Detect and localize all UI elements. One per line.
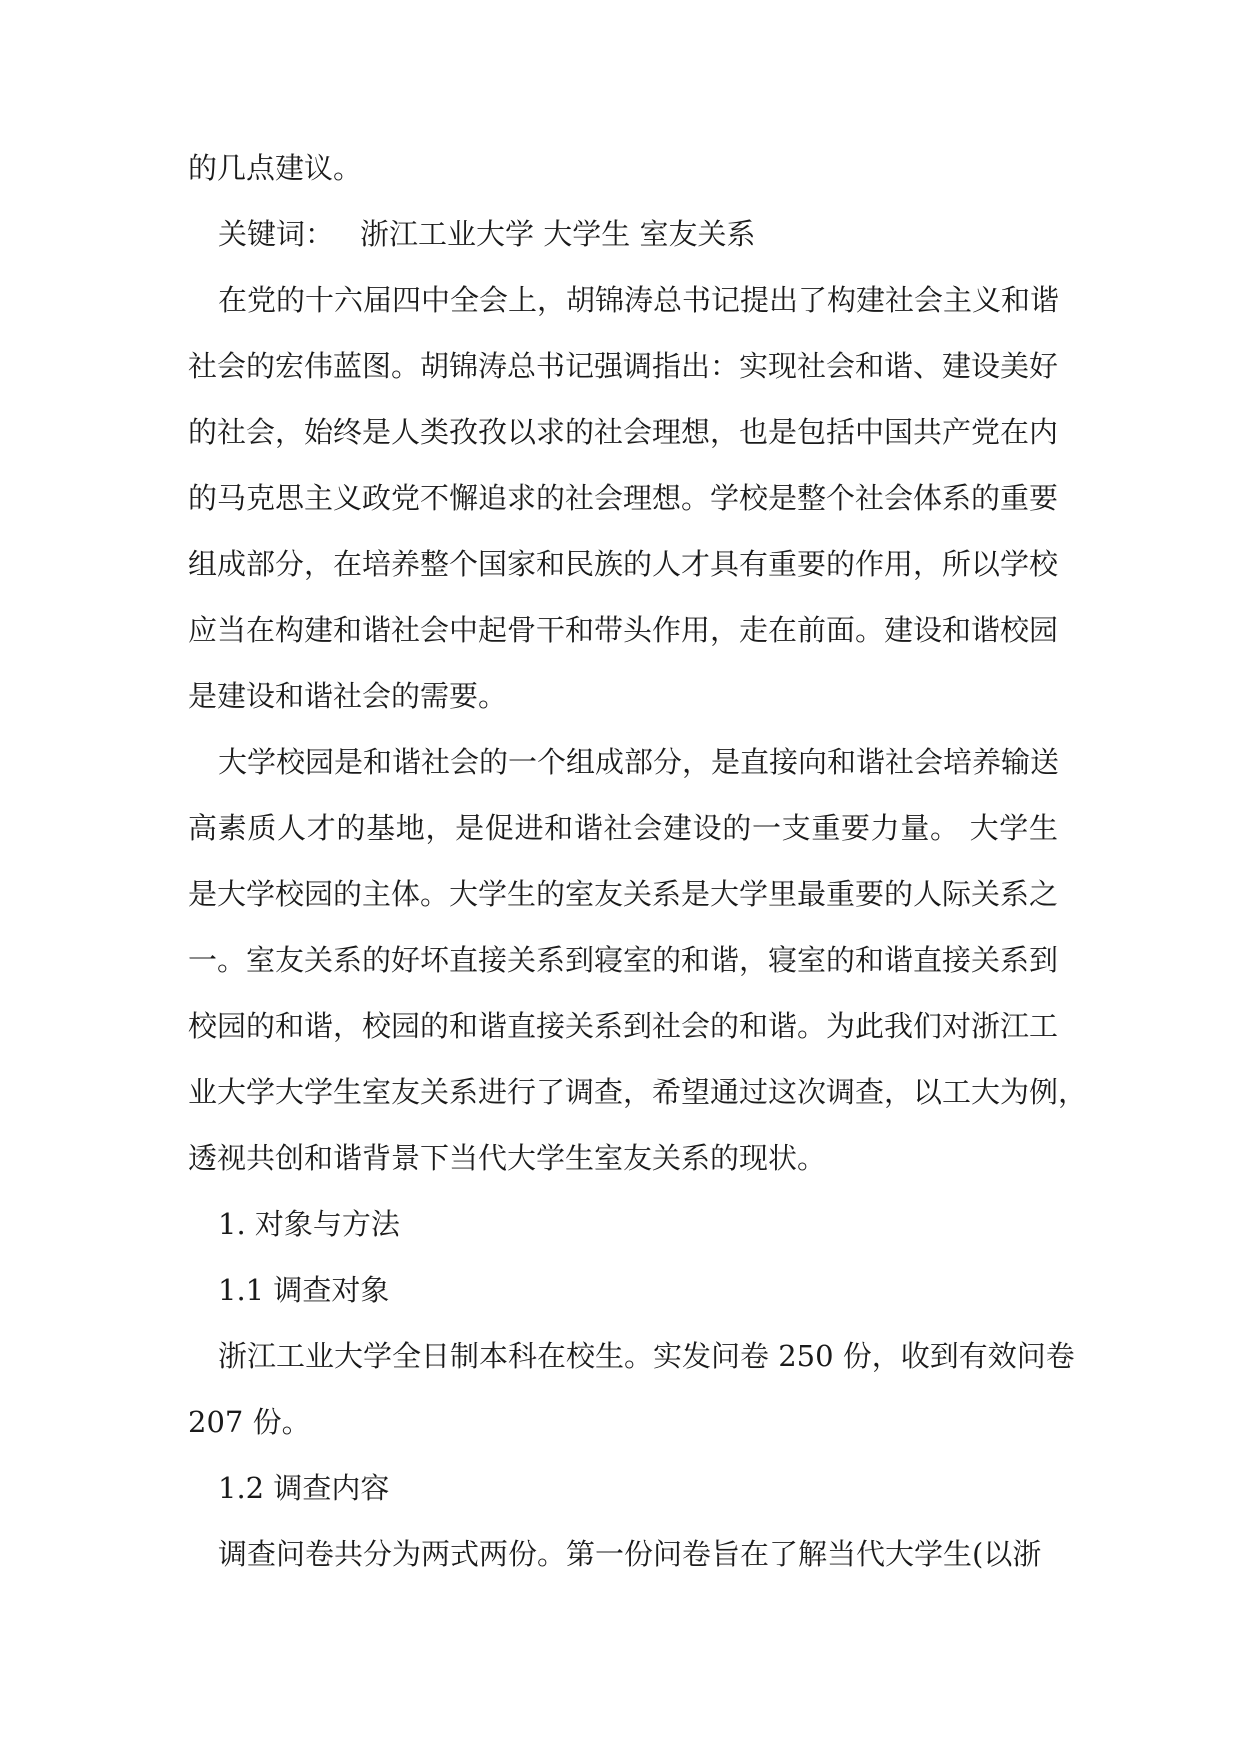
- paragraph-line: 社会的宏伟蓝图。胡锦涛总书记强调指出：实现社会和谐、建设美好: [188, 349, 1059, 383]
- paragraph-line: 的马克思主义政党不懈追求的社会理想。学校是整个社会体系的重要: [188, 481, 1059, 515]
- paragraph-line: 的几点建议。: [188, 151, 363, 185]
- paragraph-line: 大学校园是和谐社会的一个组成部分，是直接向和谐社会培养输送: [218, 745, 1060, 779]
- paragraph-line: 一。室友关系的好坏直接关系到寝室的和谐，寝室的和谐直接关系到: [188, 943, 1059, 977]
- paragraph-line: 调查问卷共分为两式两份。第一份问卷旨在了解当代大学生(以浙: [218, 1537, 1042, 1571]
- paragraph-line: 业大学大学生室友关系进行了调查，希望通过这次调查，以工大为例，: [188, 1075, 1088, 1109]
- paragraph-line: 207 份。: [188, 1405, 311, 1439]
- paragraph-line: 是建设和谐社会的需要。: [188, 679, 508, 713]
- keywords-label: 关键词：: [218, 217, 335, 251]
- section-heading: 1. 对象与方法: [218, 1207, 400, 1241]
- paragraph-line: 是大学校园的主体。大学生的室友关系是大学里最重要的人际关系之: [188, 877, 1059, 911]
- paragraph-line: 的社会，始终是人类孜孜以求的社会理想，也是包括中国共产党在内: [188, 415, 1059, 449]
- paragraph-line: 高素质人才的基地，是促进和谐社会建设的一支重要力量。 大学生: [188, 811, 1058, 845]
- paragraph-line: 在党的十六届四中全会上，胡锦涛总书记提出了构建社会主义和谐: [218, 283, 1060, 317]
- keywords-line: [188, 201, 1058, 267]
- document-page: [188, 135, 1088, 1587]
- paragraph-line: 组成部分，在培养整个国家和民族的人才具有重要的作用，所以学校: [188, 547, 1059, 581]
- keywords-terms: 浙江工业大学 大学生 室友关系: [360, 217, 756, 251]
- paragraph-line: 浙江工业大学全日制本科在校生。实发问卷 250 份，收到有效问卷: [218, 1339, 1075, 1373]
- paragraph-line: 应当在构建和谐社会中起骨干和带头作用，走在前面。建设和谐校园: [188, 613, 1059, 647]
- paragraph-line: 透视共创和谐背景下当代大学生室友关系的现状。: [188, 1141, 827, 1175]
- paragraph-line: 校园的和谐，校园的和谐直接关系到社会的和谐。为此我们对浙江工: [188, 1009, 1059, 1043]
- subsection-heading: 1.2 调查内容: [218, 1471, 390, 1505]
- subsection-heading: 1.1 调查对象: [218, 1273, 390, 1307]
